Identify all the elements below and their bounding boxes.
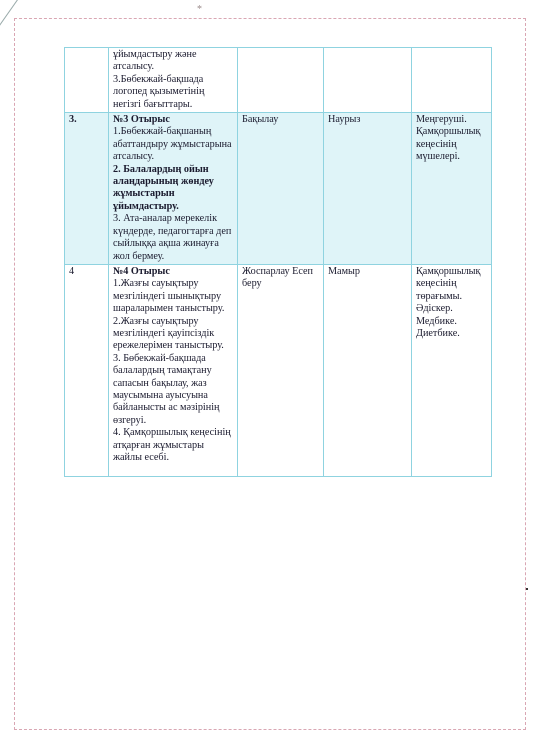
row-number-cell: 4 — [65, 264, 109, 476]
form-cell — [238, 48, 324, 113]
agenda-item: 3. Ата-аналар мерекелік күндерде, педагогтарға деп сыйлыққа ақша жинауға жол бермеу. — [113, 213, 232, 262]
agenda-item: 1.Бөбекжай-бақшаның абаттандыру жұмыстарына атсалысу. — [113, 126, 232, 163]
table-row — [65, 113, 492, 265]
agenda-item: 1.Жазғы сауықтыру мезгіліндегі шынықтыру шараларымен таныстыру. — [113, 278, 225, 315]
form-cell: Бақылау — [238, 113, 324, 265]
scan-speck — [526, 588, 528, 590]
plan-table — [64, 47, 492, 477]
form-cell: Жоспарлау Есеп беру — [238, 264, 324, 476]
responsible-cell — [412, 48, 492, 113]
row-number-cell: 3. — [65, 113, 109, 265]
table-row — [65, 264, 492, 476]
session-title: №3 Отырыс — [113, 114, 170, 126]
session-title: №4 Отырыс — [113, 265, 170, 277]
agenda-item: 3.Бөбекжай-бақшада логопед қызыметінің негізгі бағыттары. — [113, 73, 205, 110]
agenda-cell — [109, 264, 238, 476]
agenda-item: ұйымдастыру және атсалысу. — [113, 49, 197, 73]
agenda-item: 4. Қамқоршылық кеңесінің атқарған жұмыстары жайлы есебі. — [113, 427, 231, 463]
responsible-cell: Меңгеруші. Қамқоршылық кеңесінің мүшелері. — [412, 113, 492, 265]
agenda-cell — [109, 113, 238, 265]
table-row — [65, 48, 492, 113]
agenda-item: 2.Жазғы сауықтыру мезгіліндегі қауіпсіздік ережелерімен таныстыру. — [113, 315, 224, 352]
month-cell: Наурыз — [324, 113, 412, 265]
agenda-cell — [109, 48, 238, 113]
agenda-item: 3. Бөбекжай-бақшада балалардың тамақтану сапасын бақылау, жаз маусымына ауысуына байланысты ас мәзірінің өзгеруі. — [113, 352, 220, 426]
punch-mark: * — [197, 4, 202, 15]
agenda-item: 2. Балалардың ойын алаңдарының жөндеу жұмыстарын ұйымдастыру. — [113, 163, 214, 212]
responsible-cell: Қамқоршылық кеңесінің төрағымы. Әдіскер. Медбике. Диетбике. — [412, 264, 492, 476]
row-number-cell — [65, 48, 109, 113]
month-cell: Мамыр — [324, 264, 412, 476]
month-cell — [324, 48, 412, 113]
